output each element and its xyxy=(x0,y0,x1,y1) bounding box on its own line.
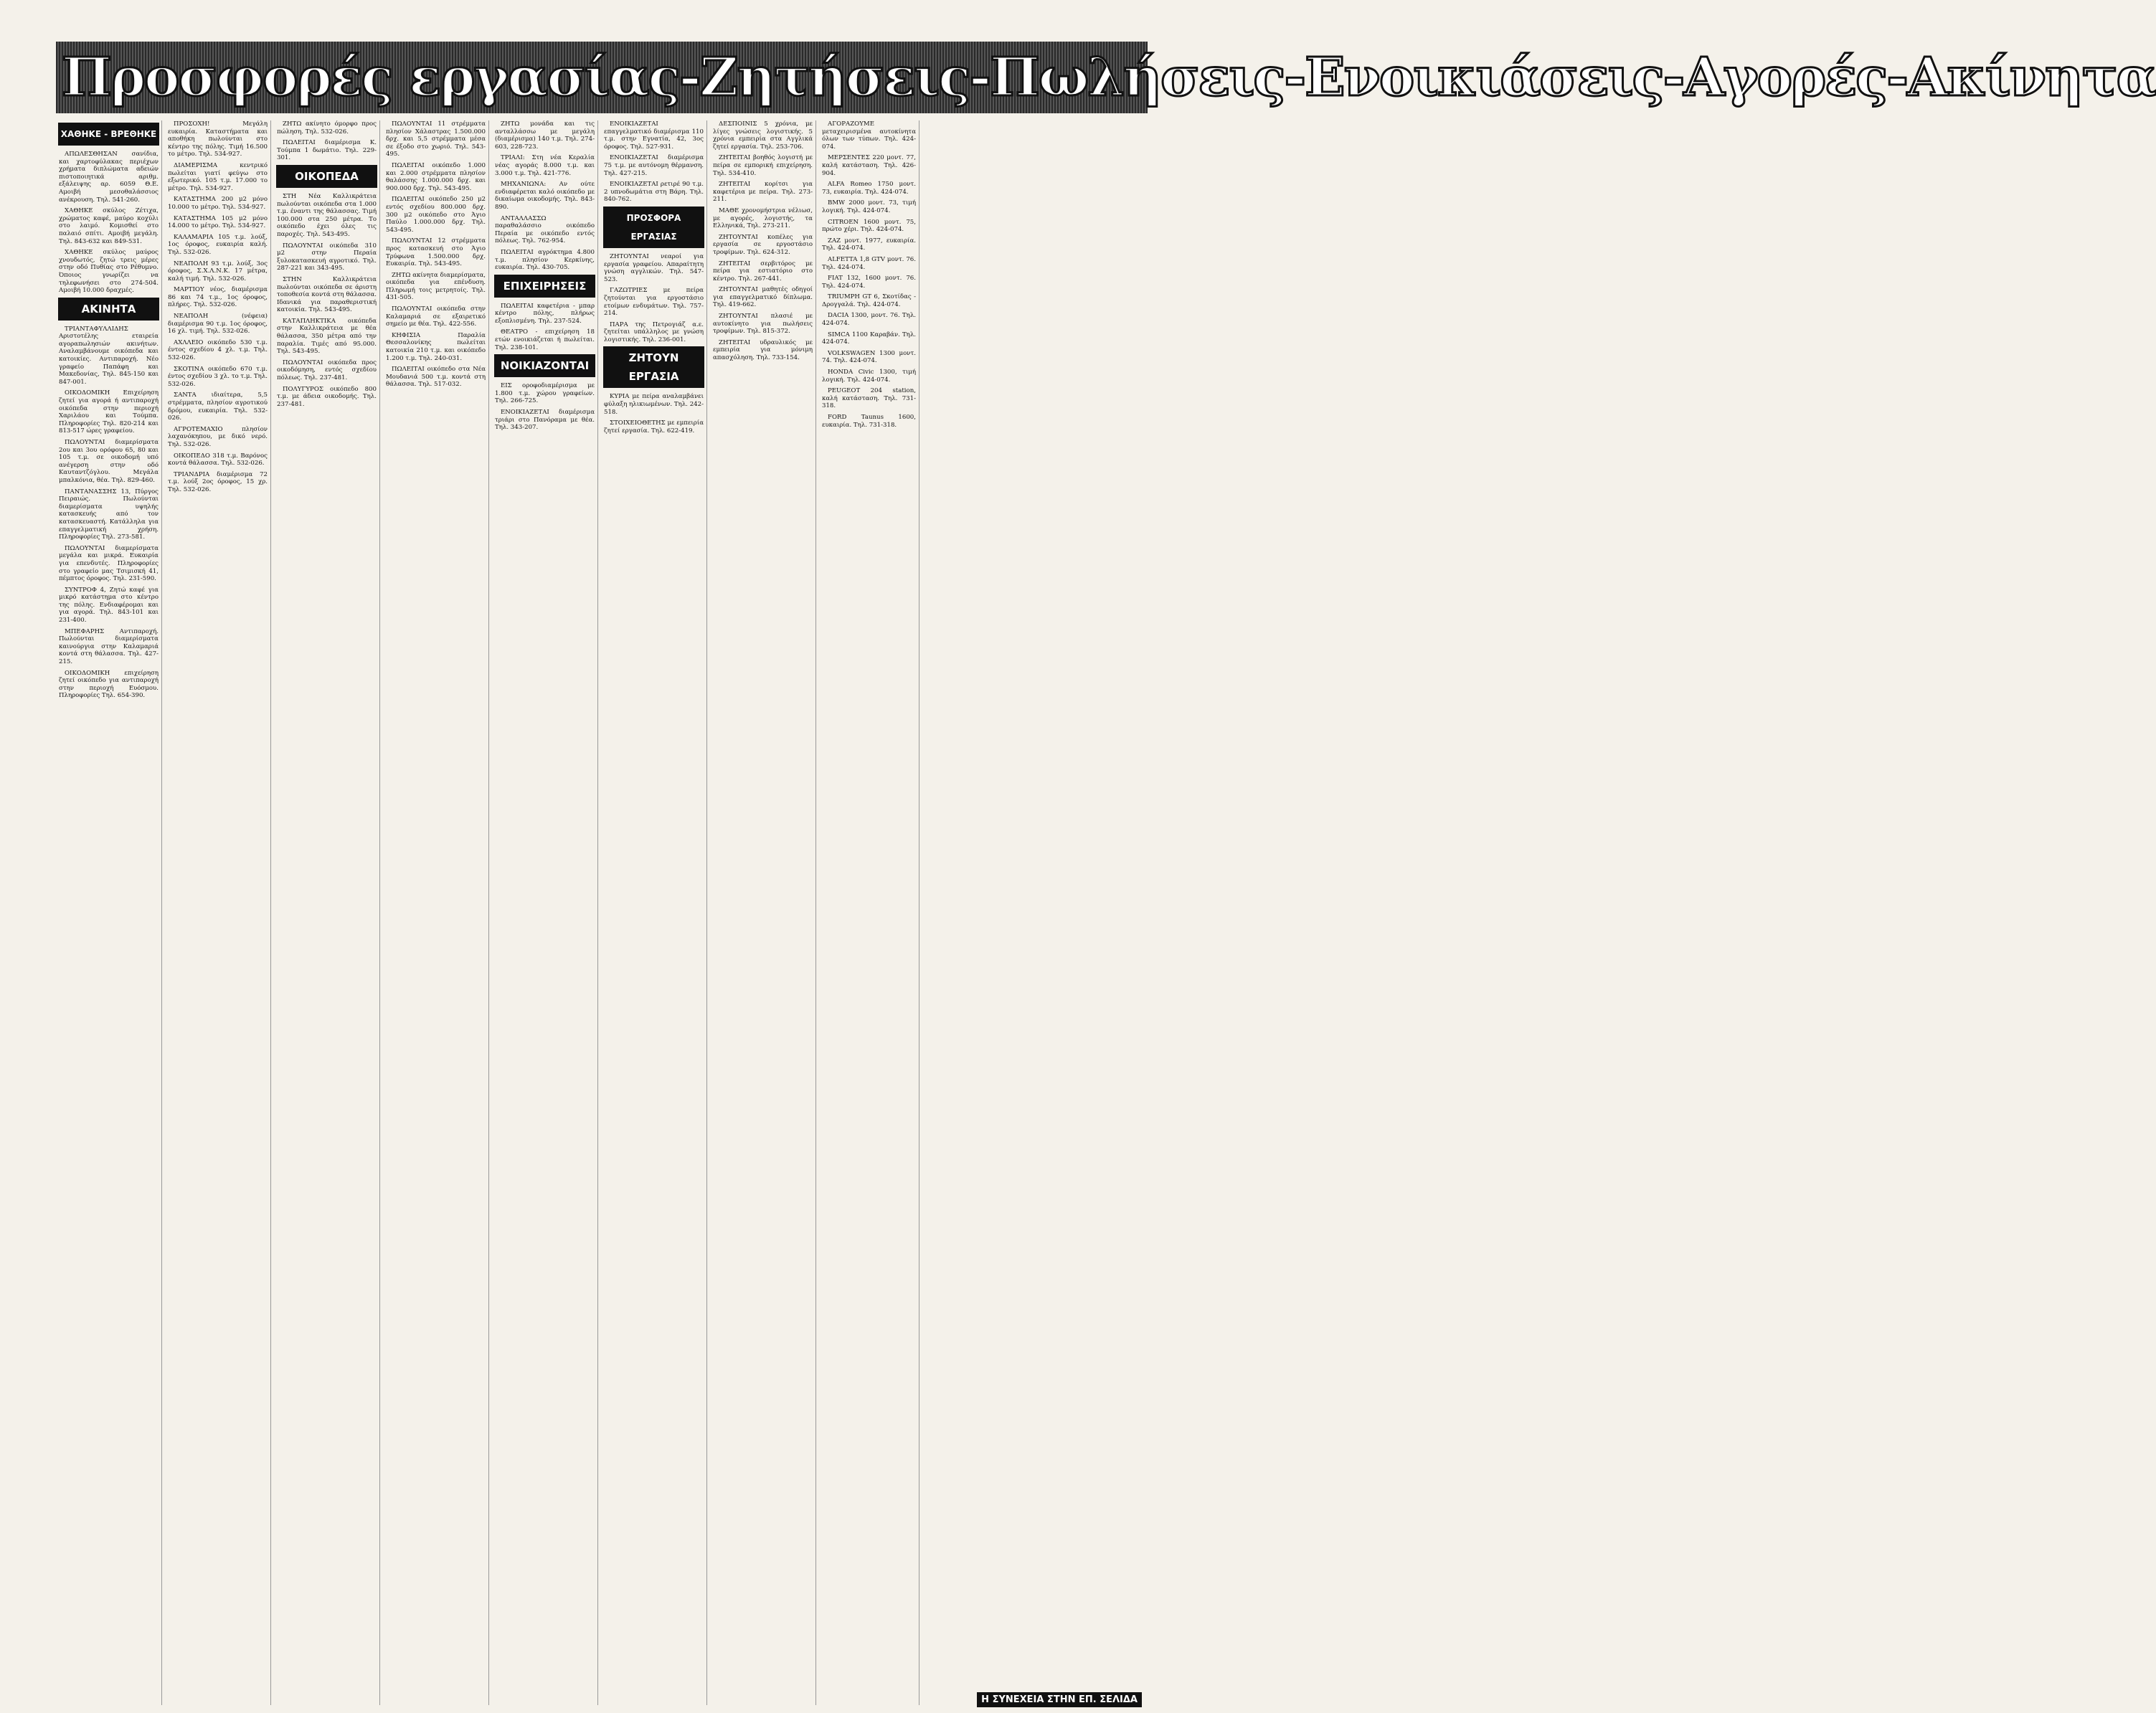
classified-column-1 xyxy=(56,120,162,1705)
classified-ad: ΠΑΡΑ της Πετρογιάζ α.ε. ζητείται υπάλληλος με γνώση λογιστικής. Τηλ. 236-001. xyxy=(604,321,704,343)
classified-ad: ΠΩΛΕΙΤΑΙ αγρόκτημα 4.800 τ.μ. πλησίον Κερκίνης, ευκαιρία. Τηλ. 430-705. xyxy=(495,248,595,272)
section-heading: ΖΗΤΟΥΝ ΕΡΓΑΣΙΑ xyxy=(604,347,704,387)
classified-ad: ΝΕΑΠΟΛΗ 93 τ.μ. λούξ, 3ος όροφος, Σ.Χ.Λ.Ν.Κ. 17 μέτρα, καλή τιμή. Τηλ. 532-026. xyxy=(168,260,268,283)
section-heading: ΟΙΚΟΠΕΔΑ xyxy=(277,166,377,187)
classified-column-8 xyxy=(819,120,919,1705)
classified-ad: ΖΗΤΟΥΝΤΑΙ πλασιέ με αυτοκίνητο για πωλήσεις τροφίμων. Τηλ. 815-372. xyxy=(713,313,813,336)
classified-ad: ΓΑΖΩΤΡΙΕΣ με πείρα ζητούνται για εργοστάσιο ετοίμων ενδυμάτων. Τηλ. 757-214. xyxy=(604,287,704,318)
classified-ad: ΕΙΣ οροφοδιαμέρισμα με 1.800 τ.μ. χώρου γραφείων. Τηλ. 266-725. xyxy=(495,382,595,405)
classified-ad: ΚΑΛΑΜΑΡΙΑ 105 τ.μ. λούξ, 1ος όροφος, ευκαιρία καλή. Τηλ. 532-026. xyxy=(168,233,268,256)
classified-ad: ΕΝΟΙΚΙΑΖΕΤΑΙ διαμέρισμα 75 τ.μ. με αυτόνομη θέρμανση. Τηλ. 427-215. xyxy=(604,154,704,177)
classified-ad: ΟΙΚΟΔΟΜΙΚΗ Επιχείρηση ζητεί για αγορά ή αντιπαροχή οικόπεδα στην περιοχή Χαριλάου και Τούμπα. Πληροφορίες Τηλ. 820-214 και 813-517 ώρες γραφείου. xyxy=(59,389,159,435)
classified-ad: ΔΙΑΜΕΡΙΣΜΑ κεντρικό πωλείται γιατί φεύγω στο εξωτερικό. 105 τ.μ. 17.000 το μέτρο. Τηλ. 534-927. xyxy=(168,161,268,192)
classified-ad: ΑΠΩΛΕΣΘΗΣΑΝ σανίδια, και χαρτοφύλακας περιέχων χρήματα διπλώματα αδειών πιστοποιητικά αριθμ. εξάλειψης αρ. 6059 Θ.Ε. Αμοιβή μεσοθαλάσσιος ανέκρουση. Τηλ. 541-260. xyxy=(59,151,159,204)
classified-column-7 xyxy=(710,120,816,1705)
section-heading: ΠΡΟΣΦΟΡΑ ΕΡΓΑΣΙΑΣ xyxy=(604,207,704,247)
classified-ad: ΠΩΛΟΥΝΤΑΙ διαμερίσματα μεγάλα και μικρά. Ευκαιρία για επενδυτές. Πληροφορίες στο γραφείο μας Τσιμισκή 41, πέμπτος όροφος. Τηλ. 231-590. xyxy=(59,544,159,583)
classified-ad: FORD Taunus 1600, ευκαιρία. Τηλ. 731-318. xyxy=(822,414,916,429)
classified-ad: ΣΤΗΝ Καλλικράτεια πωλούνται οικόπεδα σε άριστη τοποθεσία κοντά στη θάλασσα. Ιδανικά για παραθεριστική κατοικία. Τηλ. 543-495. xyxy=(277,275,377,314)
classified-ad: ΟΙΚΟΠΕΔΟ 318 τ.μ. Βαρόνος κοντά θάλασσα. Τηλ. 532-026. xyxy=(168,452,268,468)
classified-ad: ΚΗΦΙΣΙΑ Παραλία Θεσσαλονίκης πωλείται κατοικία 210 τ.μ. και οικόπεδο 1.200 τ.μ. Τηλ. 240-031. xyxy=(386,331,486,362)
classified-ad: ΣΑΝΤΑ ιδιαίτερα, 5,5 στρέμματα, πλησίον αγροτικού δρόμου, ευκαιρία. Τηλ. 532-026. xyxy=(168,392,268,422)
classified-ad: ΕΝΟΙΚΙΑΖΕΤΑΙ διαμέρισμα τριάρι στο Πανόραμα με θέα. Τηλ. 343-207. xyxy=(495,409,595,432)
classified-ad: ΧΑΘΗΚΕ σκύλος Ζέτιχα, χρώματος καφέ, μαύρο κοχύλι στο λαιμό. Κομισθεί στο παλαιό σπίτι. Αμοιβή μεγάλη. Τηλ. 843-632 και 849-531. xyxy=(59,207,159,245)
classified-ad: ΠΩΛΟΥΝΤΑΙ 11 στρέμματα πλησίον Χάλαστρας 1.500.000 δρχ. και 5,5 στρέμματα μέσα σε έξοδο στο χωριό. Τηλ. 543-495. xyxy=(386,120,486,158)
classified-ad: ΠΑΝΤΑΝΑΣΣΗΣ 13, Πύργος Πειραιώς. Πωλούνται διαμερίσματα υψηλής κατασκευής από τον κατασκευαστή. Κατάλληλα για επαγγελματική χρήση. Πληροφορίες Τηλ. 273-581. xyxy=(59,488,159,541)
classified-ad: ΖΗΤΟΥΝΤΑΙ μαθητές οδηγοί για επαγγελματικό δίπλωμα. Τηλ. 419-662. xyxy=(713,286,813,309)
classified-ad: ΣΤΗ Νέα Καλλικράτεια πωλούνται οικόπεδα στα 1.000 τ.μ. έναντι της θάλασσας. Τιμή 100.000 στα 250 μέτρα. Το οικόπεδο έχει όλες τις παροχές. Τηλ. 543-495. xyxy=(277,192,377,238)
classified-ad: ΕΝΟΙΚΙΑΖΕΤΑΙ ρετιρέ 90 τ.μ. 2 υπνοδωμάτια στη Βάρη. Τηλ. 840-762. xyxy=(604,181,704,204)
classified-column-5 xyxy=(492,120,598,1705)
classified-ad: ΠΟΛΥΓΥΡΟΣ οικόπεδο 800 τ.μ. με άδεια οικοδομής. Τηλ. 237-481. xyxy=(277,385,377,408)
classified-ad: ΠΡΟΣΟΧΗ! Μεγάλη ευκαιρία. Καταστήματα και αποθήκη πωλούνται στο κέντρο της πόλης. Τιμή 16.500 το μέτρο. Τηλ. 534-927. xyxy=(168,120,268,158)
classified-ad: CITROEN 1600 μοντ. 75, πρώτο χέρι. Τηλ. 424-074. xyxy=(822,218,916,234)
classified-ad: TRIUMPH GT 6, Σκοτίδας - Δρογγαλά. Τηλ. 424-074. xyxy=(822,293,916,308)
classified-ad: ΠΩΛΟΥΝΤΑΙ οικόπεδα προς οικοδόμηση, εντός σχεδίου πόλεως. Τηλ. 237-481. xyxy=(277,359,377,382)
classified-ad: ΖΗΤΩ ακίνητα διαμερίσματα, οικόπεδα για επένδυση. Πληρωμή τοις μετρητοίς. Τηλ. 431-505. xyxy=(386,271,486,302)
classified-ad: ΤΡΙΑΛΙ: Στη νέα Κεραλία νέας αγοράς 8.000 τ.μ. και 3.000 τ.μ. Τηλ. 421-776. xyxy=(495,154,595,177)
classified-ad: ΖΗΤΩ μονάδα και τις ανταλλάσσω με μεγάλη (διαμέρισμα) 140 τ.μ. Τηλ. 274-603, 228-723. xyxy=(495,120,595,151)
classified-ad: ΖΗΤΟΥΝΤΑΙ κοπέλες για εργασία σε εργοστάσιο τροφίμων. Τηλ. 624-312. xyxy=(713,233,813,256)
classified-ad: ΜΠΕΦΑΡΗΣ Αντιπαροχή. Πωλούνται διαμερίσματα καινούργια στην Καλαμαριά κοντά στη θάλασσα. Τηλ. 427-215. xyxy=(59,627,159,666)
classified-ad: ΚΑΤΑΣΤΗΜΑ 200 μ2 μόνο 10.000 το μέτρο. Τηλ. 534-927. xyxy=(168,196,268,211)
classified-ad: ΘΕΑΤΡΟ - επιχείρηση 18 ετών ενοικιάζεται ή πωλείται. Τηλ. 238-101. xyxy=(495,328,595,351)
classified-ad: ΖΗΤΕΙΤΑΙ κορίτσι για καφετέρια με πείρα. Τηλ. 273-211. xyxy=(713,181,813,204)
classified-ad: ΠΩΛΕΙΤΑΙ οικόπεδο 250 μ2 εντός σχεδίου 800.000 δρχ. 300 μ2 οικόπεδο στο Άγιο Παύλο 1.000.000 δρχ. Τηλ. 543-495. xyxy=(386,196,486,234)
classified-ad: ΝΕΑΠΟΛΗ (νέφεια) διαμέρισμα 90 τ.μ. 1ος όροφος, 16 χλ. τιμή. Τηλ. 532-026. xyxy=(168,313,268,336)
classified-ad: ΑΓΡΟΤΕΜΑΧΙΟ πλησίον λαχανόκηπου, με δικό νερό. Τηλ. 532-026. xyxy=(168,425,268,448)
classified-column-4 xyxy=(383,120,489,1705)
classified-ad: ΚΑΤΑΣΤΗΜΑ 105 μ2 μόνο 14.000 το μέτρο. Τηλ. 534-927. xyxy=(168,214,268,230)
classified-ad: ΚΑΤΑΠΛΗΚΤΙΚΑ οικόπεδα στην Καλλικράτεια με θέα θάλασσα, 350 μέτρα από την παραλία. Τιμές από 95.000. Τηλ. 543-495. xyxy=(277,317,377,356)
classified-ad: ΠΩΛΕΙΤΑΙ οικόπεδο 1.000 και 2.000 στρέμματα πλησίον θαλάσσης 1.000.000 δρχ. και 900.000 δρχ. Τηλ. 543-495. xyxy=(386,161,486,192)
classified-ad: ΠΩΛΟΥΝΤΑΙ 12 στρέμματα προς κατασκευή στο Άγιο Τρύφωνα 1.500.000 δρχ. Ευκαιρία. Τηλ. 543-495. xyxy=(386,237,486,268)
classified-column-6 xyxy=(601,120,707,1705)
classified-ad: VOLKSWAGEN 1300 μοντ. 74. Τηλ. 424-074. xyxy=(822,349,916,365)
classified-ad: ΖΗΤΕΙΤΑΙ υδραυλικός με εμπειρία για μόνιμη απασχόληση. Τηλ. 733-154. xyxy=(713,338,813,362)
classified-ad: ΕΝΟΙΚΙΑΖΕΤΑΙ επαγγελματικό διαμέρισμα 110 τ.μ. στην Εγνατία, 42, 3ος όροφος. Τηλ. 527-931. xyxy=(604,120,704,151)
classified-ad: ΖΗΤΕΙΤΑΙ βοηθός λογιστή με πείρα σε εμπορική επιχείρηση. Τηλ. 534-410. xyxy=(713,154,813,177)
classified-ad: DACIA 1300, μοντ. 76. Τηλ. 424-074. xyxy=(822,312,916,328)
classified-ad: ΠΩΛΟΥΝΤΑΙ οικόπεδα 310 μ2 στην Περαία ξυλοκατασκευή αγροτικό. Τηλ. 287-221 και 343-495. xyxy=(277,242,377,272)
classified-ad: ΤΡΙΑΝΤΑΦΥΛΛΙΔΗΣ Αριστοτέλης εταιρεία αγοραπωλησιών ακινήτων. Αναλαμβάνουμε οικόπεδα και κατοικίες. Αντιπαροχή. Νέο γραφείο Παπάφη και Μακεδονίας, Τηλ. 845-150 και 847-001. xyxy=(59,325,159,386)
classified-column-3 xyxy=(274,120,380,1705)
masthead-banner xyxy=(56,42,2156,113)
classified-ad: ΜΕΡΣΕΝΤΕΣ 220 μοντ. 77, καλή κατάσταση. Τηλ. 426-904. xyxy=(822,154,916,177)
section-heading: ΧΑΘΗΚΕ - ΒΡΕΘΗΚΕ xyxy=(59,123,159,145)
section-heading: ΝΟΙΚΙΑΖΟΝΤΑΙ xyxy=(495,355,595,376)
section-heading: ΕΠΙΧΕΙΡΗΣΕΙΣ xyxy=(495,275,595,297)
classified-ad: ΑΓΟΡΑΖΟΥΜΕ μεταχειρισμένα αυτοκίνητα όλων των τύπων. Τηλ. 424-074. xyxy=(822,120,916,151)
classified-ad: ΖΗΤΟΥΝΤΑΙ νεαροί για εργασία γραφείου. Απαραίτητη γνώση αγγλικών. Τηλ. 547-523. xyxy=(604,252,704,283)
classified-ad: ΠΩΛΟΥΝΤΑΙ οικόπεδα στην Καλαμαριά σε εξαιρετικό σημείο με θέα. Τηλ. 422-556. xyxy=(386,305,486,328)
classified-ad: ΑΧΛΛΕΙΟ οικόπεδο 530 τ.μ. έντος σχεδίου 4 χλ. τ.μ. Τηλ. 532-026. xyxy=(168,338,268,362)
classified-ad: BMW 2000 μοντ. 73, τιμή λογική. Τηλ. 424-074. xyxy=(822,199,916,214)
classified-ad: ΣΚΟΤΙΝΑ οικόπεδο 670 τ.μ. έντος σχεδίου 3 χλ. το τ.μ. Τηλ. 532-026. xyxy=(168,365,268,388)
classified-ad: HONDA Civic 1300, τιμή λογική. Τηλ. 424-074. xyxy=(822,369,916,384)
classified-ad: ΠΩΛΕΙΤΑΙ οικόπεδο στα Νέα Μουδανιά 500 τ.μ. κοντά στη θάλασσα. Τηλ. 517-032. xyxy=(386,366,486,389)
classified-ad: ΣΥΝΤΡΟΦ 4, Ζητώ καφέ για μικρό κατάστημα στο κέντρο της πόλης. Ενδιαφέρομαι και για αγορά. Τηλ. 843-101 και 231-400. xyxy=(59,586,159,625)
classified-ad: ΣΤΟΙΧΕΙΟΘΕΤΗΣ με εμπειρία ζητεί εργασία. Τηλ. 622-419. xyxy=(604,419,704,435)
classified-ad: ΔΕΣΠΟΙΝΙΣ 5 χρόνια, με λίγες γνώσεις λογιστικής. 5 χρόνια εμπειρία στα Αγγλικά ζητεί εργασία. Τηλ. 253-706. xyxy=(713,120,813,151)
classified-ad: ALFETTA 1,8 GTV μοντ. 76. Τηλ. 424-074. xyxy=(822,255,916,271)
classified-ad: ΑΝΤΑΛΛΑΣΣΩ παραθαλάσσιο οικόπεδο Περαία με οικόπεδο εντός πόλεως. Τηλ. 762-954. xyxy=(495,214,595,245)
section-heading: ΑΚΙΝΗΤΑ xyxy=(59,298,159,320)
classified-ad: ΤΡΙΑΝΔΡΙΑ διαμέρισμα 72 τ.μ. λούξ 2ος όροφος, 15 χρ. Τηλ. 532-026. xyxy=(168,470,268,493)
classified-ad: ΠΩΛΕΙΤΑΙ καφετέρια - μπαρ κέντρο πόλης, πλήρως εξοπλισμένη. Τηλ. 237-524. xyxy=(495,302,595,325)
classified-ad: ΠΩΛΕΙΤΑΙ διαμέρισμα Κ. Τούμπα 1 δωμάτιο. Τηλ. 229-301. xyxy=(277,139,377,162)
classified-ad: ΜΑΘΕ χρονομήστρια νέλιωσ, με αγορές, λογιστής, τα Ελληνικά, Τηλ. 273-211. xyxy=(713,207,813,230)
classified-ad: ΠΩΛΟΥΝΤΑΙ διαμερίσματα 2ου και 3ου ορόφου 65, 80 και 105 τ.μ. σε οικοδομή υπό ανέγερση στην οδό Καυταντζόγλου. Μεγάλα μπαλκόνια, θέα. Τηλ. 829-460. xyxy=(59,439,159,484)
masthead-title: Προσφορές εργασίας-Ζητήσεις-Πωλήσεις-Ενοικιάσεις-Αγορές-Ακίνητα xyxy=(62,47,2156,108)
continue-notice: Η ΣΥΝΕΧΕΙΑ ΣΤΗΝ ΕΠ. ΣΕΛΙΔΑ xyxy=(977,1692,1142,1707)
classified-ad: ΜΑΡΤΙΟΥ νέος, διαμέρισμα 86 και 74 τ.μ., 1ος όροφος, πλήρες. Τηλ. 532-026. xyxy=(168,286,268,309)
classified-ad: PEUGEOT 204 station, καλή κατάσταση. Τηλ. 731-318. xyxy=(822,387,916,410)
classified-ad: FIAT 132, 1600 μοντ. 76. Τηλ. 424-074. xyxy=(822,275,916,290)
classified-column-2 xyxy=(165,120,271,1705)
classified-ad: ΚΥΡΙΑ με πείρα αναλαμβάνει φύλαξη ηλικιωμένων. Τηλ. 242-518. xyxy=(604,393,704,416)
classified-ad: SIMCA 1100 Καραβάν. Τηλ. 424-074. xyxy=(822,331,916,346)
classified-ad: ZAZ μοντ. 1977, ευκαιρία. Τηλ. 424-074. xyxy=(822,237,916,252)
classified-ad: ΖΗΤΩ ακίνητο όμορφο προς πώληση. Τηλ. 532-026. xyxy=(277,120,377,136)
classified-ad: ΜΗΧΑΝΙΩΝΑ: Αν ούτε ενδιαφέρεται καλό οικόπεδο με δικαίωμα οικοδομής. Τηλ. 843-890. xyxy=(495,181,595,211)
classified-ad: ΖΗΤΕΙΤΑΙ σερβιτόρος με πείρα για εστιατόριο στο κέντρο. Τηλ. 267-441. xyxy=(713,260,813,283)
classified-ad: ALFA Romeo 1750 μοντ. 73, ευκαιρία. Τηλ. 424-074. xyxy=(822,181,916,196)
classified-ad: ΧΑΘΗΚΕ σκύλος μαύρος χνουδωτός, ζητώ τρεις μέρες στην οδό Πυθίας στο Ρέθυμνο. Όποιος γνωρίζει να τηλεφωνήσει στο 274-504. Αμοιβή 10.000 δραχμές. xyxy=(59,249,159,295)
classified-ad: ΟΙΚΟΔΟΜΙΚΗ επιχείρηση ζητεί οικόπεδο για αντιπαροχή στην περιοχή Ευόσμου. Πληροφορίες Τηλ. 654-390. xyxy=(59,669,159,700)
